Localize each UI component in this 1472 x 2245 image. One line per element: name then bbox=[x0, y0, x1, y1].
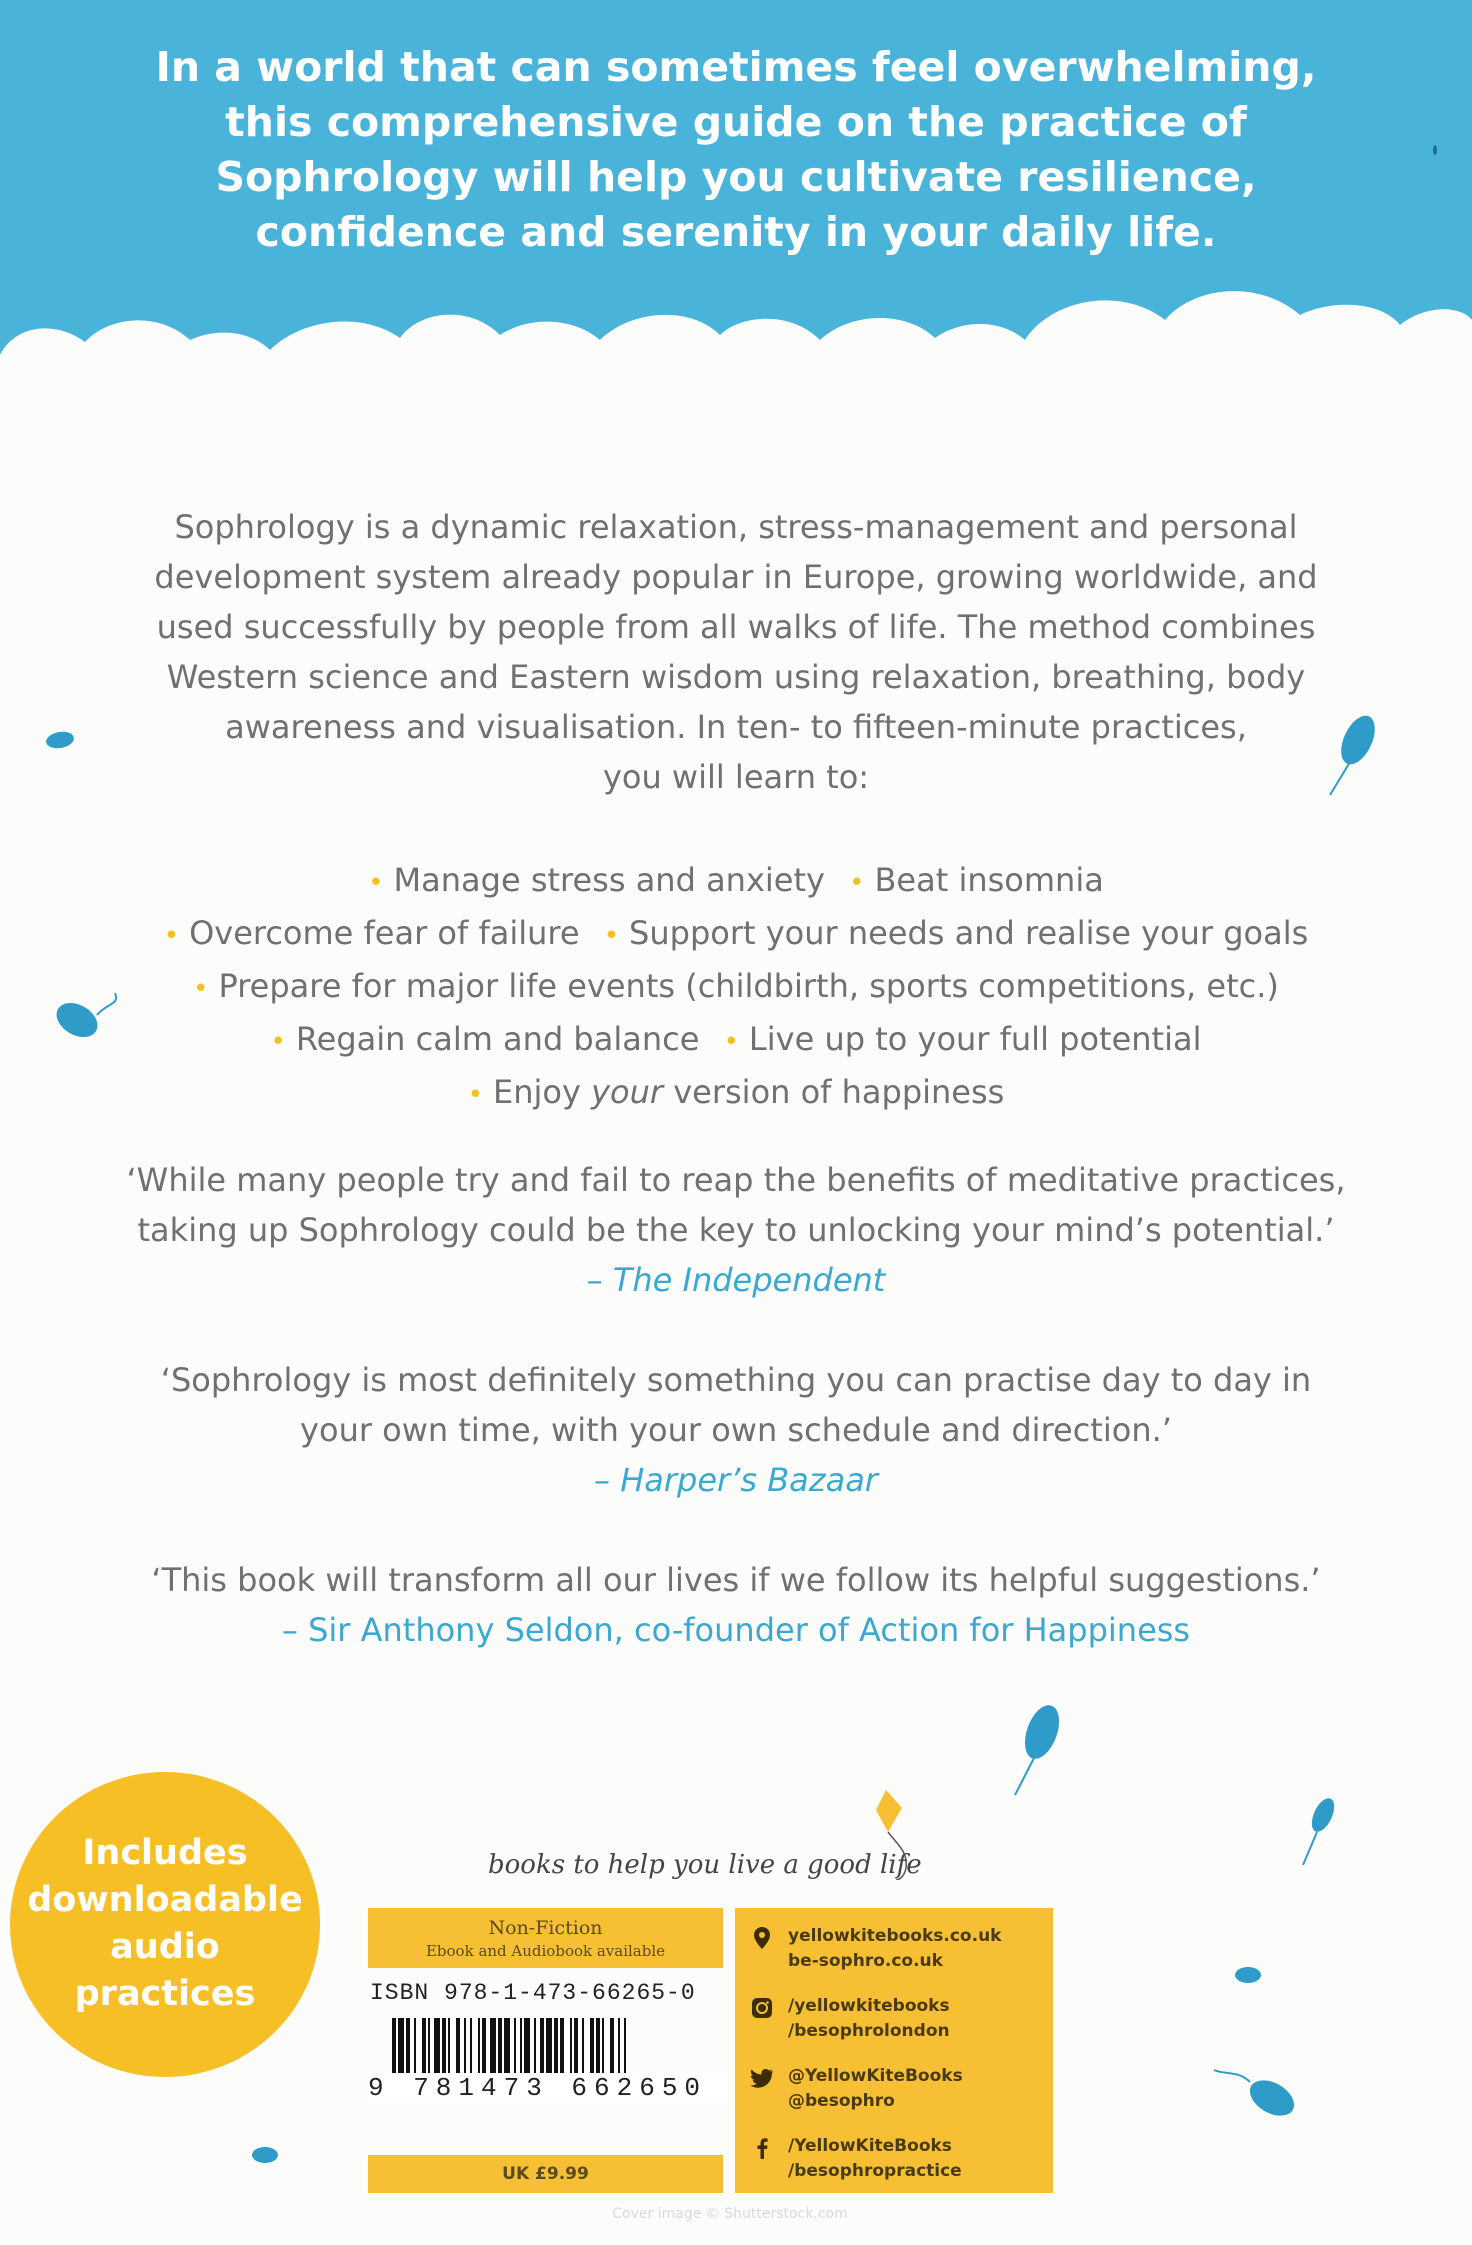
bullet-icon: • bbox=[723, 1027, 739, 1057]
social-link[interactable]: /yellowkitebooks bbox=[788, 1996, 950, 2016]
barcode-bar bbox=[498, 2018, 502, 2074]
benefits-list bbox=[60, 855, 1412, 1120]
headline bbox=[120, 40, 1352, 260]
leaf-icon bbox=[245, 2140, 285, 2170]
barcode-bar bbox=[524, 2018, 530, 2074]
quote-source: – The Independent bbox=[586, 1261, 886, 1299]
barcode-digits: 9 781473 662650 bbox=[368, 2073, 728, 2103]
benefit-item: Beat insomnia bbox=[874, 861, 1104, 899]
headline-line: this comprehensive guide on the practice of bbox=[225, 98, 1247, 146]
social-link[interactable]: /besophrolondon bbox=[788, 2021, 950, 2041]
benefit-item: Manage stress and anxiety bbox=[393, 861, 825, 899]
benefit-item: Support your needs and realise your goals bbox=[629, 914, 1309, 952]
barcode-bar bbox=[504, 2018, 510, 2074]
benefit-item: Prepare for major life events (childbirth, sports competitions, etc.) bbox=[218, 967, 1279, 1005]
barcode-bar bbox=[570, 2018, 572, 2074]
social-text bbox=[788, 2064, 963, 2114]
cloud-border bbox=[0, 280, 1472, 500]
intro-line: you will learn to: bbox=[602, 758, 870, 796]
barcode-bar bbox=[406, 2018, 410, 2074]
barcode-bar bbox=[546, 2018, 552, 2074]
social-text bbox=[788, 1994, 950, 2044]
genre-label: Non-Fiction bbox=[488, 1917, 603, 1939]
quote-line: your own time, with your own schedule and direction.’ bbox=[300, 1411, 1172, 1449]
benefit-item-emphasis: your bbox=[591, 1073, 664, 1111]
review-quote bbox=[60, 1155, 1412, 1305]
barcode-bar bbox=[602, 2018, 604, 2074]
barcode-bar bbox=[428, 2018, 430, 2074]
barcode-bar bbox=[582, 2018, 584, 2074]
leaf-icon bbox=[40, 725, 80, 755]
quote-line: taking up Sophrology could be the key to unlocking your mind’s potential.’ bbox=[137, 1211, 1335, 1249]
barcode-bar bbox=[610, 2018, 614, 2074]
barcode-bar bbox=[392, 2018, 396, 2074]
instagram-icon bbox=[750, 1996, 774, 2020]
benefits-line bbox=[60, 908, 1412, 961]
barcode-bar bbox=[514, 2018, 516, 2074]
benefits-line bbox=[60, 1014, 1412, 1067]
social-link[interactable]: @YellowKiteBooks bbox=[788, 2066, 963, 2086]
leaf-icon bbox=[1000, 1690, 1080, 1800]
bullet-icon: • bbox=[368, 868, 384, 898]
price-label: UK £9.99 bbox=[368, 2155, 723, 2193]
intro-line: used successfully by people from all walks of life. The method combines bbox=[156, 608, 1316, 646]
social-row-website[interactable] bbox=[750, 1924, 1050, 1988]
bullet-icon: • bbox=[163, 921, 180, 951]
bullet-icon: • bbox=[467, 1080, 484, 1110]
barcode-bar bbox=[534, 2018, 536, 2074]
benefits-line bbox=[60, 1067, 1412, 1120]
review-quote bbox=[60, 1555, 1412, 1655]
social-row-twitter[interactable] bbox=[750, 2064, 1050, 2128]
barcode-bar bbox=[464, 2018, 466, 2074]
barcode-bar bbox=[490, 2018, 496, 2074]
facebook-icon bbox=[750, 2136, 774, 2160]
benefit-item: version of happiness bbox=[673, 1073, 1005, 1111]
barcode-bar bbox=[590, 2018, 594, 2074]
barcode-bar bbox=[624, 2018, 626, 2074]
badge-line: Includes bbox=[82, 1833, 248, 1873]
social-text bbox=[788, 1924, 1001, 1974]
bullet-icon: • bbox=[193, 974, 209, 1004]
genre-box bbox=[368, 1908, 723, 1968]
barcode-bar bbox=[478, 2018, 480, 2074]
headline-line: In a world that can sometimes feel overwhelming, bbox=[155, 43, 1317, 91]
headline-line: Sophrology will help you cultivate resilience, bbox=[215, 153, 1257, 201]
social-link[interactable]: yellowkitebooks.co.uk bbox=[788, 1926, 1002, 1946]
barcode-bar bbox=[442, 2018, 446, 2074]
social-links-box bbox=[735, 1908, 1053, 2193]
benefit-item: Overcome fear of failure bbox=[189, 914, 580, 952]
barcode-bar bbox=[596, 2018, 600, 2074]
leaf-icon bbox=[45, 985, 125, 1045]
intro-paragraph bbox=[90, 502, 1382, 802]
barcode-bar bbox=[456, 2018, 460, 2074]
intro-line: development system already popular in Europe, growing worldwide, and bbox=[154, 558, 1318, 596]
leaf-icon bbox=[1320, 700, 1390, 800]
barcode-bar bbox=[482, 2018, 486, 2074]
quote-line: ‘While many people try and fail to reap the benefits of meditative practices, bbox=[126, 1161, 1346, 1199]
badge-text bbox=[10, 1830, 320, 2018]
intro-line: Sophrology is a dynamic relaxation, stress-management and personal bbox=[174, 508, 1298, 546]
publisher-tagline: books to help you live a good life bbox=[488, 1850, 922, 1880]
intro-line: awareness and visualisation. In ten- to fifteen-minute practices, bbox=[225, 708, 1247, 746]
benefit-item: Regain calm and balance bbox=[295, 1020, 700, 1058]
quote-line: ‘This book will transform all our lives if we follow its helpful suggestions.’ bbox=[151, 1561, 1321, 1599]
badge-line: audio bbox=[110, 1927, 220, 1967]
social-link[interactable]: @besophro bbox=[788, 2091, 895, 2111]
social-link[interactable]: /YellowKiteBooks bbox=[788, 2136, 952, 2156]
leaf-icon bbox=[1228, 1960, 1268, 1990]
bullet-icon: • bbox=[603, 921, 620, 951]
barcode-bar bbox=[398, 2018, 404, 2074]
social-link[interactable]: be-sophro.co.uk bbox=[788, 1951, 943, 1971]
quote-source: – Sir Anthony Seldon, co-founder of Action for Happiness bbox=[281, 1611, 1191, 1649]
quote-line: ‘Sophrology is most definitely something you can practise day to day in bbox=[160, 1361, 1312, 1399]
barcode-bar bbox=[618, 2018, 620, 2074]
barcode-bar bbox=[574, 2018, 578, 2074]
intro-line: Western science and Eastern wisdom using relaxation, breathing, body bbox=[166, 658, 1306, 696]
social-link[interactable]: /besophropractice bbox=[788, 2161, 962, 2181]
bullet-icon: • bbox=[270, 1027, 286, 1057]
headline-line: confidence and serenity in your daily life. bbox=[255, 208, 1217, 256]
audio-badge bbox=[10, 1772, 320, 2077]
quote-source: – Harper’s Bazaar bbox=[594, 1461, 878, 1499]
leaf-icon bbox=[1210, 2060, 1310, 2130]
leaf-icon bbox=[1430, 140, 1440, 160]
location-pin-icon bbox=[750, 1926, 774, 1950]
bullet-icon: • bbox=[849, 868, 865, 898]
social-text bbox=[788, 2134, 962, 2184]
formats-label: Ebook and Audiobook available bbox=[425, 1942, 666, 1960]
benefits-line bbox=[60, 961, 1412, 1014]
badge-line: practices bbox=[74, 1974, 256, 2014]
badge-line: downloadable bbox=[27, 1880, 303, 1920]
social-row-instagram[interactable] bbox=[750, 1994, 1050, 2058]
benefits-line bbox=[60, 855, 1412, 908]
benefit-item: Live up to your full potential bbox=[748, 1020, 1202, 1058]
leaf-icon bbox=[1295, 1790, 1345, 1870]
barcode-bar bbox=[520, 2018, 522, 2074]
barcode-bar bbox=[414, 2018, 416, 2074]
image-credit: Cover image © Shutterstock.com bbox=[612, 2206, 848, 2222]
barcode-bar bbox=[554, 2018, 558, 2074]
isbn: ISBN 978-1-473-66265-0 bbox=[370, 1980, 696, 2006]
barcode-bar bbox=[540, 2018, 544, 2074]
barcode bbox=[392, 2018, 702, 2074]
barcode-bar bbox=[560, 2018, 564, 2074]
social-row-facebook[interactable] bbox=[750, 2134, 1050, 2198]
barcode-bar bbox=[422, 2018, 426, 2074]
benefit-item: Enjoy bbox=[493, 1073, 581, 1111]
barcode-bar bbox=[448, 2018, 450, 2074]
review-quote bbox=[60, 1355, 1412, 1505]
twitter-icon bbox=[750, 2066, 774, 2090]
barcode-bar bbox=[470, 2018, 472, 2074]
barcode-bar bbox=[434, 2018, 440, 2074]
